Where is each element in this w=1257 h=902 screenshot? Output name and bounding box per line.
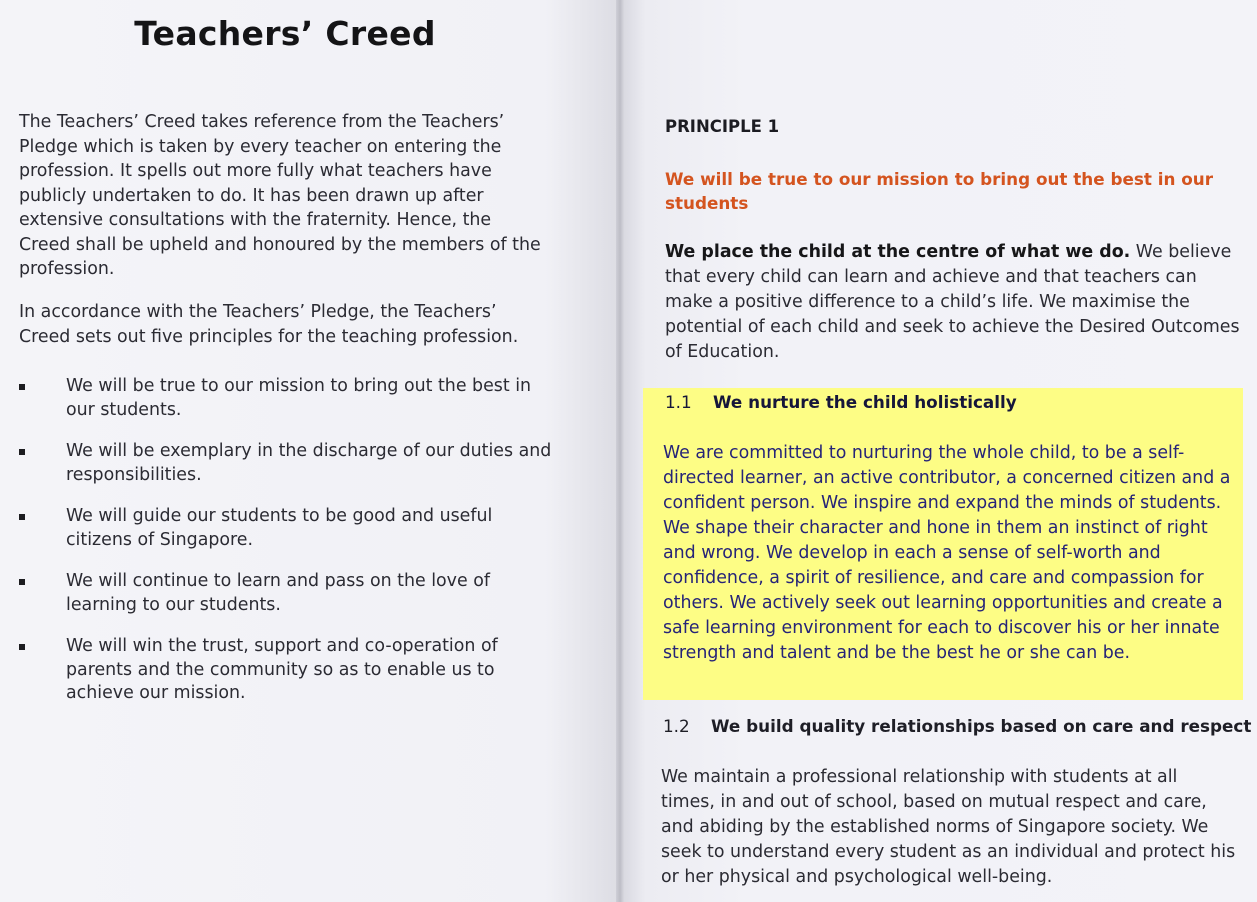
- list-item: [19, 505, 559, 552]
- page-title: Teachers’ Creed: [134, 14, 436, 53]
- principle-title: We will be true to our mission to bring out the best in our students: [665, 169, 1214, 213]
- section-1-2-heading: [663, 716, 1251, 736]
- section-1-2-text: We maintain a professional relationship with students at all times, in and out of school, based on mutual respect and care, and abiding by the established norms of Singapore society. We seek to understand every student as an individual and protect his or her physical and psychological well-being.: [661, 767, 1236, 887]
- section-number: 1.2: [663, 716, 690, 736]
- lead-paragraph: [665, 240, 1240, 365]
- section-number: 1.1: [665, 392, 692, 412]
- intro-paragraph: The Teachers’ Creed takes reference from the Teachers’ Pledge which is taken by every teacher on entering the profession. It spells out more fully what teachers have publicly undertaken to do. It has been drawn up after extensive consultations with the fraternity. Hence, the Creed shall be upheld and honoured by the members of the profession.: [19, 112, 541, 279]
- principles-list: [19, 375, 559, 724]
- page-fold: [616, 0, 624, 902]
- bullet-square-icon: [19, 384, 25, 390]
- lead-text: We believe that every child can learn and achieve and that teachers can make a positive difference to a child’s life. We maximise the potential of each child and seek to achieve the Desired Outcomes of Education.: [665, 242, 1240, 362]
- principle-label: PRINCIPLE 1: [665, 117, 780, 136]
- list-item: [19, 375, 559, 422]
- bullet-square-icon: [19, 449, 25, 455]
- section-title: We build quality relationships based on care and respect: [711, 716, 1252, 736]
- second-paragraph: In accordance with the Teachers’ Pledge, the Teachers’ Creed sets out five principles for the teaching profession.: [19, 302, 519, 347]
- lead-bold-text: We place the child at the centre of what we do.: [665, 242, 1131, 262]
- section-title: We nurture the child holistically: [713, 392, 1017, 412]
- section-1-1-text: We are committed to nurturing the whole child, to be a self-directed learner, an active contributor, a concerned citizen and a confident person. We inspire and expand the minds of students. We shape their character and hone in them an instinct of right and wrong. We develop in each a sense of self-worth and confidence, a spirit of resilience, and care and compassion for others. We actively seek out learning opportunities and create a safe learning environment for each to discover his or her innate strength and talent and be the best he or she can be.: [663, 443, 1231, 663]
- principle-text: We will win the trust, support and co-operation of parents and the community so as to enable us to achieve our mission.: [66, 636, 498, 703]
- list-item: [19, 635, 559, 706]
- list-item: [19, 440, 559, 487]
- bullet-square-icon: [19, 514, 25, 520]
- principle-text: We will guide our students to be good and useful citizens of Singapore.: [66, 506, 493, 550]
- left-page: [0, 0, 620, 902]
- principle-text: We will continue to learn and pass on the love of learning to our students.: [66, 571, 490, 615]
- principle-text: We will be exemplary in the discharge of our duties and responsibilities.: [66, 441, 552, 485]
- section-1-1-heading: [665, 392, 1017, 412]
- bullet-square-icon: [19, 644, 25, 650]
- bullet-square-icon: [19, 579, 25, 585]
- list-item: [19, 570, 559, 617]
- principle-text: We will be true to our mission to bring out the best in our students.: [66, 376, 532, 420]
